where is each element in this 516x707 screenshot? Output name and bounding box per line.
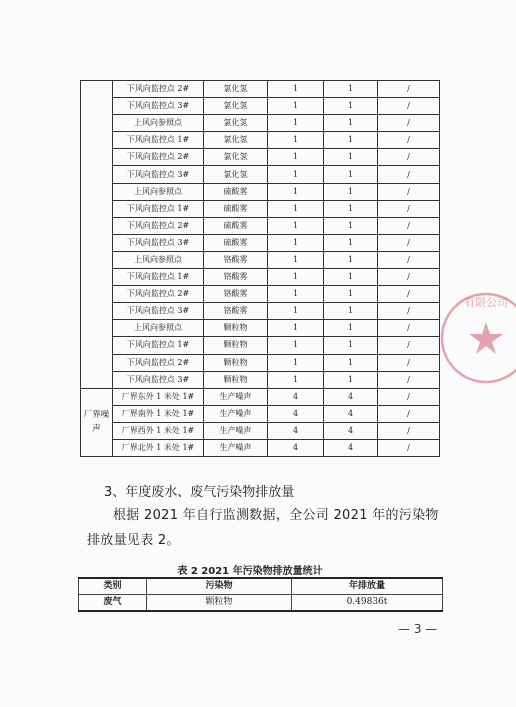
count-b-cell: 1 (324, 149, 378, 166)
count-b-cell: 1 (324, 98, 378, 115)
pollutant-cell: 生产噪声 (204, 422, 268, 439)
pollutant-cell: 生产噪声 (204, 388, 268, 405)
table-row (81, 149, 440, 166)
pollutant-cell: 硫酸雾 (204, 217, 268, 234)
count-a-cell: 1 (268, 354, 324, 371)
table-row (81, 439, 440, 456)
remark-cell: / (378, 320, 440, 337)
table-row (81, 405, 440, 422)
count-b-cell: 1 (324, 320, 378, 337)
table-row (81, 166, 440, 183)
count-a-cell: 1 (268, 217, 324, 234)
remark-cell: / (378, 183, 440, 200)
pollutant-cell: 颗粒物 (204, 320, 268, 337)
pollutant-cell: 颗粒物 (204, 371, 268, 388)
remark-cell: / (378, 286, 440, 303)
table-row (81, 234, 440, 251)
count-a-cell: 1 (268, 320, 324, 337)
category-cell-noise: 厂界噪声 (81, 388, 113, 456)
count-a-cell: 1 (268, 166, 324, 183)
table-row (81, 371, 440, 388)
monitoring-point-cell: 下风向监控点 2# (113, 149, 204, 166)
remark-cell: / (378, 217, 440, 234)
count-a-cell: 1 (268, 303, 324, 320)
count-b-cell: 1 (324, 354, 378, 371)
table-row (81, 98, 440, 115)
pollutant-cell: 硫酸雾 (204, 234, 268, 251)
remark-cell: / (378, 132, 440, 149)
category-cell-blank (81, 81, 113, 389)
monitoring-point-cell: 下风向监控点 3# (113, 166, 204, 183)
pollutant-cell: 铬酸雾 (204, 286, 268, 303)
count-b-cell: 1 (324, 132, 378, 149)
remark-cell: / (378, 149, 440, 166)
emission-row (79, 595, 443, 612)
remark-cell: / (378, 98, 440, 115)
pollutant-cell: 颗粒物 (204, 337, 268, 354)
table-row (81, 217, 440, 234)
pollutant-cell: 铬酸雾 (204, 251, 268, 268)
monitoring-point-cell: 厂界西外 1 米处 1# (113, 422, 204, 439)
table-row (81, 337, 440, 354)
count-a-cell: 4 (268, 422, 324, 439)
pollutant-cell: 氯化氢 (204, 149, 268, 166)
pollutant-cell: 硫酸雾 (204, 183, 268, 200)
remark-cell: / (378, 115, 440, 132)
count-a-cell: 1 (268, 371, 324, 388)
section-heading: 3、年度废水、废气污染物排放量 (104, 485, 295, 500)
emission-table (78, 577, 443, 612)
pollutant-cell: 硫酸雾 (204, 200, 268, 217)
body-paragraph: 根据 2021 年自行监测数据，全公司 2021 年的污染物排放量见表 2。 (87, 508, 439, 548)
table-row (81, 422, 440, 439)
table-row (81, 132, 440, 149)
remark-cell: / (378, 405, 440, 422)
table-row (81, 388, 440, 405)
company-seal (436, 288, 516, 388)
monitoring-point-cell: 下风向监控点 1# (113, 200, 204, 217)
table-row (81, 320, 440, 337)
monitoring-point-cell: 下风向监控点 3# (113, 234, 204, 251)
count-a-cell: 4 (268, 439, 324, 456)
count-b-cell: 1 (324, 200, 378, 217)
count-a-cell: 1 (268, 81, 324, 98)
cell-category: 废气 (79, 595, 147, 612)
remark-cell: / (378, 388, 440, 405)
count-a-cell: 1 (268, 200, 324, 217)
remark-cell: / (378, 439, 440, 456)
count-b-cell: 1 (324, 234, 378, 251)
count-b-cell: 1 (324, 286, 378, 303)
remark-cell: / (378, 371, 440, 388)
monitoring-point-cell: 下风向监控点 1# (113, 269, 204, 286)
monitoring-point-cell: 上风向参照点 (113, 251, 204, 268)
count-a-cell: 1 (268, 149, 324, 166)
count-b-cell: 1 (324, 115, 378, 132)
remark-cell: / (378, 234, 440, 251)
pollutant-cell: 氯化氢 (204, 115, 268, 132)
count-b-cell: 1 (324, 81, 378, 98)
count-b-cell: 1 (324, 251, 378, 268)
remark-cell: / (378, 200, 440, 217)
count-b-cell: 4 (324, 388, 378, 405)
count-b-cell: 4 (324, 439, 378, 456)
monitoring-point-cell: 下风向监控点 2# (113, 81, 204, 98)
table-row (81, 200, 440, 217)
header-category: 类别 (79, 578, 147, 595)
cell-annual-emission: 0.49836t (292, 595, 443, 612)
count-a-cell: 1 (268, 234, 324, 251)
table-row (81, 303, 440, 320)
table-row (81, 286, 440, 303)
count-b-cell: 1 (324, 337, 378, 354)
pollutant-cell: 氯化氢 (204, 132, 268, 149)
table-row (81, 269, 440, 286)
monitoring-point-cell: 下风向监控点 1# (113, 132, 204, 149)
header-annual-emission: 年排放量 (292, 578, 443, 595)
table-caption: 表 2 2021 年污染物排放量统计 (177, 566, 323, 577)
monitoring-point-cell: 下风向监控点 2# (113, 286, 204, 303)
count-b-cell: 1 (324, 371, 378, 388)
count-b-cell: 1 (324, 166, 378, 183)
count-a-cell: 4 (268, 388, 324, 405)
count-a-cell: 1 (268, 269, 324, 286)
monitoring-point-cell: 下风向监控点 3# (113, 371, 204, 388)
count-b-cell: 4 (324, 422, 378, 439)
monitoring-point-cell: 下风向监控点 3# (113, 98, 204, 115)
remark-cell: / (378, 166, 440, 183)
monitoring-point-cell: 厂界东外 1 米处 1# (113, 388, 204, 405)
count-a-cell: 1 (268, 337, 324, 354)
monitoring-point-cell: 下风向监控点 1# (113, 337, 204, 354)
count-a-cell: 1 (268, 286, 324, 303)
table-row (81, 183, 440, 200)
table-row (81, 251, 440, 268)
monitoring-point-cell: 厂界南外 1 米处 1# (113, 405, 204, 422)
pollutant-cell: 氯化氢 (204, 166, 268, 183)
count-a-cell: 1 (268, 115, 324, 132)
monitoring-point-cell: 下风向监控点 3# (113, 303, 204, 320)
pollutant-cell: 生产噪声 (204, 439, 268, 456)
pollutant-cell: 氯化氢 (204, 81, 268, 98)
count-a-cell: 1 (268, 251, 324, 268)
remark-cell: / (378, 251, 440, 268)
count-b-cell: 1 (324, 217, 378, 234)
remark-cell: / (378, 81, 440, 98)
pollutant-cell: 铬酸雾 (204, 303, 268, 320)
table-row (81, 115, 440, 132)
count-a-cell: 1 (268, 98, 324, 115)
monitoring-point-cell: 上风向参照点 (113, 115, 204, 132)
monitoring-point-cell: 下风向监控点 2# (113, 354, 204, 371)
count-a-cell: 4 (268, 405, 324, 422)
emission-header-row (79, 578, 443, 595)
monitoring-point-cell: 上风向参照点 (113, 183, 204, 200)
remark-cell: / (378, 269, 440, 286)
pollutant-cell: 铬酸雾 (204, 269, 268, 286)
count-b-cell: 1 (324, 269, 378, 286)
monitoring-point-cell: 上风向参照点 (113, 320, 204, 337)
pollutant-cell: 生产噪声 (204, 405, 268, 422)
monitoring-point-cell: 下风向监控点 2# (113, 217, 204, 234)
cell-pollutant: 颗粒物 (147, 595, 292, 612)
header-pollutant: 污染物 (147, 578, 292, 595)
count-b-cell: 4 (324, 405, 378, 422)
count-b-cell: 1 (324, 303, 378, 320)
pollutant-cell: 氯化氢 (204, 98, 268, 115)
remark-cell: / (378, 354, 440, 371)
pollutant-cell: 颗粒物 (204, 354, 268, 371)
remark-cell: / (378, 422, 440, 439)
monitoring-table (80, 80, 440, 457)
monitoring-point-cell: 厂界北外 1 米处 1# (113, 439, 204, 456)
remark-cell: / (378, 303, 440, 320)
table-row (81, 81, 440, 98)
svg-text:有限公司: 有限公司 (464, 296, 508, 309)
count-b-cell: 1 (324, 183, 378, 200)
count-a-cell: 1 (268, 183, 324, 200)
count-a-cell: 1 (268, 132, 324, 149)
table-row (81, 354, 440, 371)
page-number: — 3 — (398, 622, 438, 636)
remark-cell: / (378, 337, 440, 354)
